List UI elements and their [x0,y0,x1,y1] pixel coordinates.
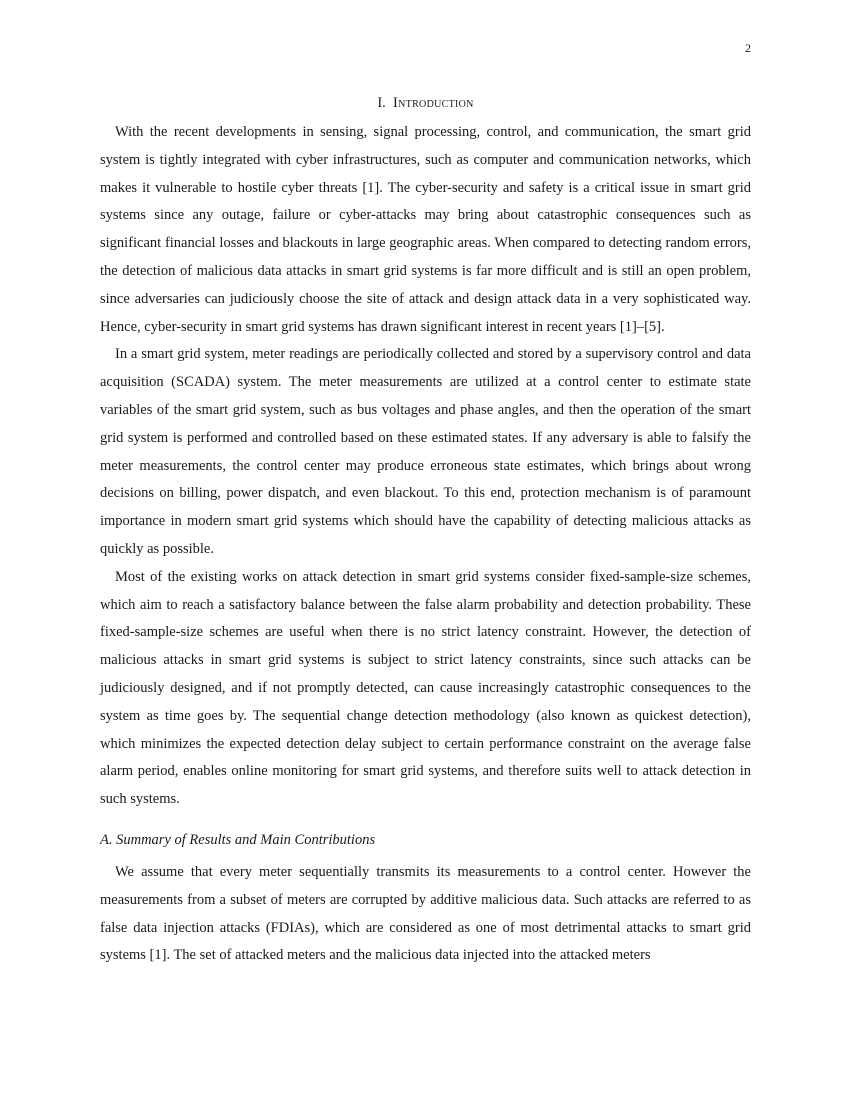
page-number: 2 [745,41,751,55]
paragraph: With the recent developments in sensing, signal processing, control, and communication, the smart grid system is tightly integrated with cyber infrastructures, such as computer and communication networks, which makes it vulnerable to hostile cyber threats [1]. The cyber-security and safety is a critical issue in smart grid systems since any outage, failure or cyber-attacks may bring about catastrophic consequences such as significant financial losses and blackouts in large geographic areas. When compared to detecting random errors, the detection of malicious data attacks in smart grid systems is far more difficult and is still an open problem, since adversaries can judiciously choose the site of attack and design attack data in a very sophisticated way. Hence, cyber-security in smart grid systems has drawn significant interest in recent years [1]–[5]. [100,124,751,335]
section-number: I. [377,95,386,111]
paragraph: We assume that every meter sequentially transmits its measurements to a control center. However the measurements from a subset of meters are corrupted by additive malicious data. Such attacks are referred to as false data injection attacks (FDIAs), which are considered as one of most detrimental attacks to smart grid systems [1]. The set of attacked meters and the malicious data injected into the attacked meters [100,863,751,964]
page-body [100,93,751,970]
paragraph: Most of the existing works on attack detection in smart grid systems consider fixed-sample-size schemes, which aim to reach a satisfactory balance between the false alarm probability and detection probability. These fixed-sample-size schemes are useful when there is no strict latency constraint. However, the detection of malicious attacks in smart grid systems is subject to strict latency constraints, since such attacks can be judiciously designed, and if not promptly detected, can cause increasingly catastrophic consequences to the system as time goes by. The sequential change detection methodology (also known as quickest detection), which minimizes the expected detection delay subject to certain performance constraint on the average false alarm period, enables online monitoring for smart grid systems, and therefore suits well to attack detection in such systems. [100,568,751,808]
paragraph: In a smart grid system, meter readings are periodically collected and stored by a supervisory control and data acquisition (SCADA) system. The meter measurements are utilized at a control center to estimate state variables of the smart grid system, such as bus voltages and phase angles, and then the operation of the smart grid system is performed and controlled based on these estimated states. If any adversary is able to falsify the meter measurements, the control center may produce erroneous state estimates, which brings about wrong decisions on billing, power dispatch, and even blackout. To this end, protection mechanism is of paramount importance in modern smart grid systems which should have the capability of detecting malicious attacks as quickly as possible. [100,346,751,557]
section-title: Introduction [393,95,474,111]
subsection-heading: A. Summary of Results and Main Contributions [100,831,376,848]
section-heading [100,93,751,113]
